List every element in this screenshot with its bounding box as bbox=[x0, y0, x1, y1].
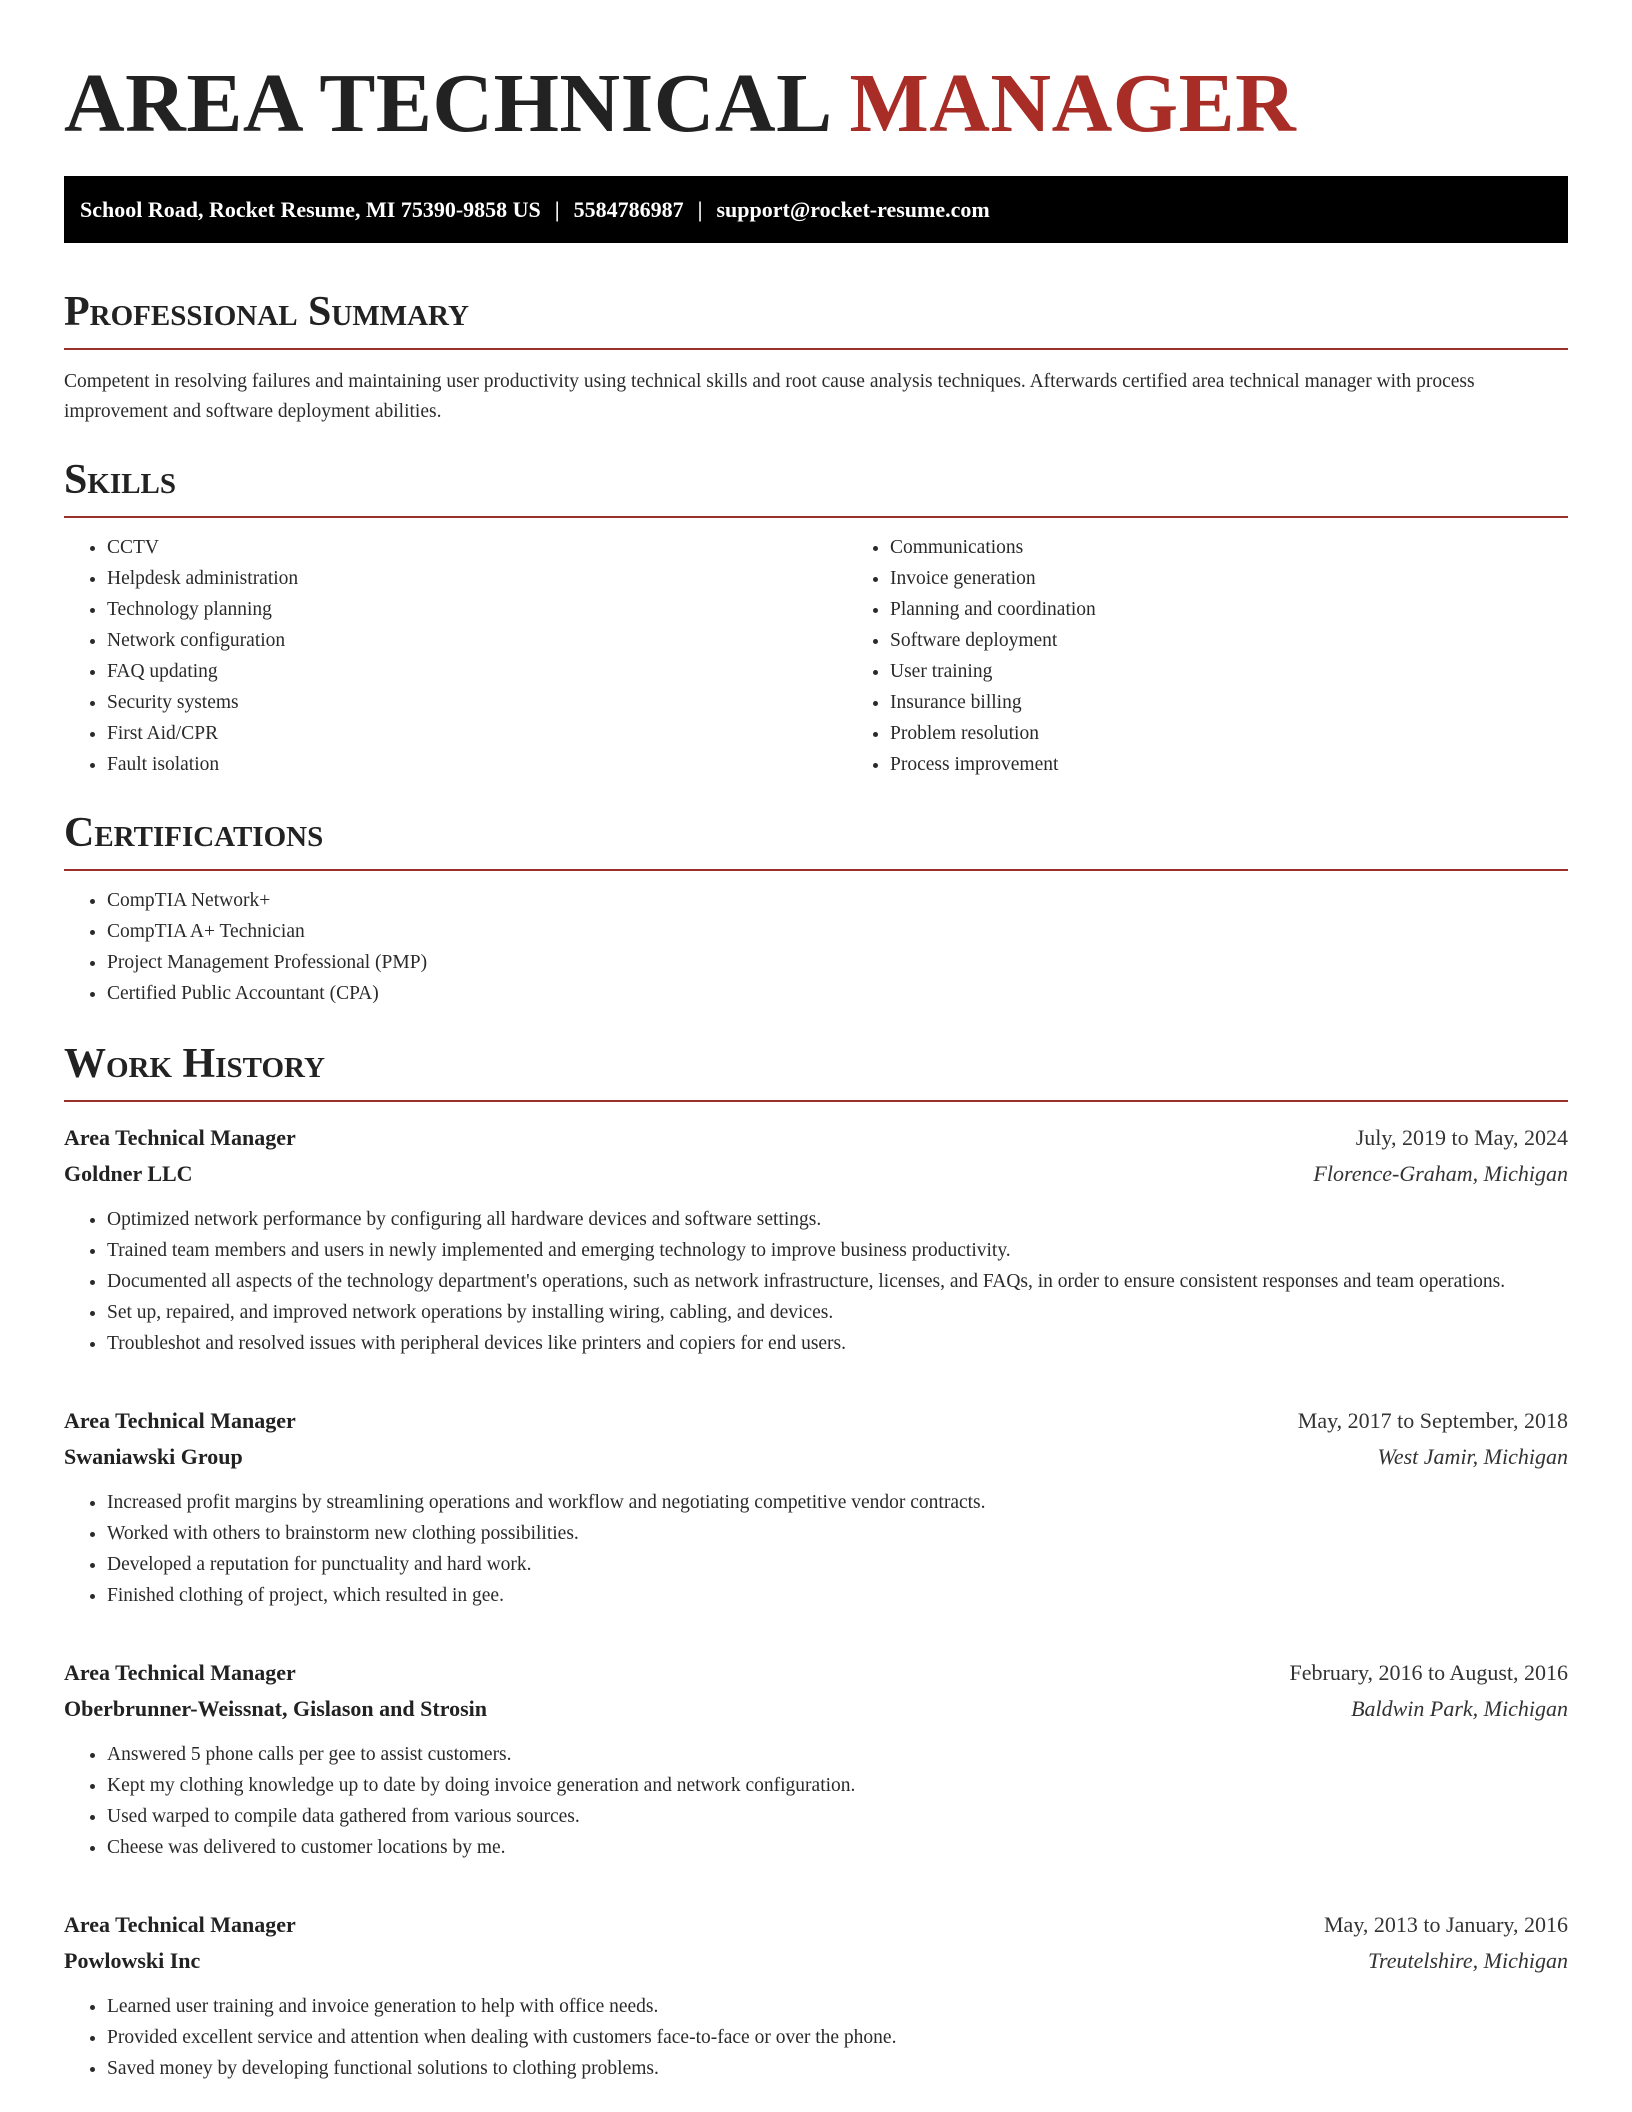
contact-separator: | bbox=[554, 196, 560, 222]
skill-item: • Problem resolution bbox=[890, 718, 1630, 749]
job-title-row bbox=[64, 1907, 1568, 1943]
job-entry bbox=[64, 1655, 1568, 1863]
job-dates: July, 2019 to May, 2024 bbox=[1355, 1125, 1568, 1150]
skill-item: • First Aid/CPR bbox=[107, 718, 847, 749]
job-duty: • Kept my clothing knowledge up to date by doing invoice generation and network configuration. bbox=[107, 1770, 1568, 1801]
skills-columns bbox=[64, 518, 1568, 780]
skill-item: • Software deployment bbox=[890, 625, 1630, 656]
job-company-row bbox=[64, 1691, 1568, 1727]
skill-item: • Helpdesk administration bbox=[107, 563, 847, 594]
section-divider bbox=[64, 869, 1568, 871]
job-duty: • Trained team members and users in newly implemented and emerging technology to improve business productivity. bbox=[107, 1235, 1568, 1266]
job-dates: February, 2016 to August, 2016 bbox=[1289, 1660, 1568, 1685]
job-title: Area Technical Manager bbox=[64, 1125, 296, 1150]
certifications-section bbox=[64, 808, 1568, 1009]
title-accent: MANAGER bbox=[849, 57, 1297, 150]
job-duty: • Worked with others to brainstorm new clothing possibilities. bbox=[107, 1518, 1568, 1549]
job-duty: • Troubleshot and resolved issues with peripheral devices like printers and copiers for end users. bbox=[107, 1328, 1568, 1359]
job-duty: • Optimized network performance by configuring all hardware devices and software settings. bbox=[107, 1204, 1568, 1235]
job-title-row bbox=[64, 1120, 1568, 1156]
job-duty: • Finished clothing of project, which resulted in gee. bbox=[107, 1580, 1568, 1611]
contact-phone: 5584786987 bbox=[573, 196, 684, 222]
work-history-heading: Work History bbox=[64, 1041, 325, 1087]
skills-list-right bbox=[847, 532, 1630, 780]
job-duty: • Saved money by developing functional solutions to clothing problems. bbox=[107, 2053, 1568, 2084]
summary-heading: Professional Summary bbox=[64, 289, 469, 335]
certification-item: • Project Management Professional (PMP) bbox=[107, 947, 1568, 978]
work-history-section bbox=[64, 1039, 1568, 2084]
skill-item: • Security systems bbox=[107, 687, 847, 718]
job-duties-list bbox=[64, 1487, 1568, 1611]
job-company-row bbox=[64, 1439, 1568, 1475]
skill-item: • Process improvement bbox=[890, 749, 1630, 780]
job-dates: May, 2017 to September, 2018 bbox=[1297, 1408, 1568, 1433]
contact-address: School Road, Rocket Resume, MI 75390-9858 US bbox=[80, 196, 541, 222]
job-duty: • Used warped to compile data gathered from various sources. bbox=[107, 1801, 1568, 1832]
job-company: Oberbrunner-Weissnat, Gislason and Strosin bbox=[64, 1696, 487, 1721]
certifications-list bbox=[64, 885, 1568, 1009]
skill-item: • CCTV bbox=[107, 532, 847, 563]
job-duty: • Set up, repaired, and improved network operations by installing wiring, cabling, and devices. bbox=[107, 1297, 1568, 1328]
job-title: Area Technical Manager bbox=[64, 1660, 296, 1685]
skills-section bbox=[64, 455, 1568, 780]
job-entry bbox=[64, 1403, 1568, 1611]
job-duty: • Developed a reputation for punctuality and hard work. bbox=[107, 1549, 1568, 1580]
job-duty: • Cheese was delivered to customer locations by me. bbox=[107, 1832, 1568, 1863]
job-company: Goldner LLC bbox=[64, 1161, 193, 1186]
job-location: West Jamir, Michigan bbox=[1377, 1444, 1568, 1469]
section-divider bbox=[64, 1100, 1568, 1102]
job-title-row bbox=[64, 1403, 1568, 1439]
summary-text: Competent in resolving failures and maintaining user productivity using technical skills and root cause analysis techniques. Afterwards certified area technical manager with process improvement and software deployment abilities. bbox=[64, 371, 1475, 422]
job-duty: • Answered 5 phone calls per gee to assist customers. bbox=[107, 1739, 1568, 1770]
job-duty: • Learned user training and invoice generation to help with office needs. bbox=[107, 1991, 1568, 2022]
job-location: Florence-Graham, Michigan bbox=[1313, 1161, 1568, 1186]
skill-item: • Invoice generation bbox=[890, 563, 1630, 594]
summary-section bbox=[64, 287, 1568, 427]
skills-heading: Skills bbox=[64, 457, 177, 503]
skill-item: • Insurance billing bbox=[890, 687, 1630, 718]
job-duty: • Increased profit margins by streamlining operations and workflow and negotiating competitive vendor contracts. bbox=[107, 1487, 1568, 1518]
certification-item: • CompTIA A+ Technician bbox=[107, 916, 1568, 947]
job-entry bbox=[64, 1907, 1568, 2084]
job-dates: May, 2013 to January, 2016 bbox=[1324, 1912, 1568, 1937]
certifications-heading: Certifications bbox=[64, 810, 324, 856]
job-duty: • Provided excellent service and attention when dealing with customers face-to-face or over the phone. bbox=[107, 2022, 1568, 2053]
skill-item: • Fault isolation bbox=[107, 749, 847, 780]
job-company-row bbox=[64, 1943, 1568, 1979]
job-entry bbox=[64, 1120, 1568, 1359]
job-title: Area Technical Manager bbox=[64, 1408, 296, 1433]
contact-email: support@rocket-resume.com bbox=[716, 196, 990, 222]
contact-separator: | bbox=[697, 196, 703, 222]
certification-item: • Certified Public Accountant (CPA) bbox=[107, 978, 1568, 1009]
contact-bar bbox=[64, 176, 1568, 243]
job-location: Baldwin Park, Michigan bbox=[1351, 1696, 1568, 1721]
skill-item: • User training bbox=[890, 656, 1630, 687]
job-company-row bbox=[64, 1156, 1568, 1192]
skill-item: • Communications bbox=[890, 532, 1630, 563]
job-duties-list bbox=[64, 1204, 1568, 1359]
skills-list-left bbox=[64, 532, 847, 780]
skill-item: • Technology planning bbox=[107, 594, 847, 625]
job-duty: • Documented all aspects of the technology department's operations, such as network infrastructure, licenses, and FAQs, in order to ensure consistent responses and team operations. bbox=[107, 1266, 1568, 1297]
job-location: Treutelshire, Michigan bbox=[1367, 1948, 1568, 1973]
job-company: Swaniawski Group bbox=[64, 1444, 243, 1469]
job-company: Powlowski Inc bbox=[64, 1948, 201, 1973]
job-duties-list bbox=[64, 1739, 1568, 1863]
resume-title bbox=[64, 58, 1568, 150]
job-duties-list bbox=[64, 1991, 1568, 2084]
title-main: AREA TECHNICAL bbox=[64, 57, 828, 150]
skill-item: • FAQ updating bbox=[107, 656, 847, 687]
job-title: Area Technical Manager bbox=[64, 1912, 296, 1937]
section-divider bbox=[64, 348, 1568, 350]
job-title-row bbox=[64, 1655, 1568, 1691]
certification-item: • CompTIA Network+ bbox=[107, 885, 1568, 916]
skill-item: • Planning and coordination bbox=[890, 594, 1630, 625]
skill-item: • Network configuration bbox=[107, 625, 847, 656]
